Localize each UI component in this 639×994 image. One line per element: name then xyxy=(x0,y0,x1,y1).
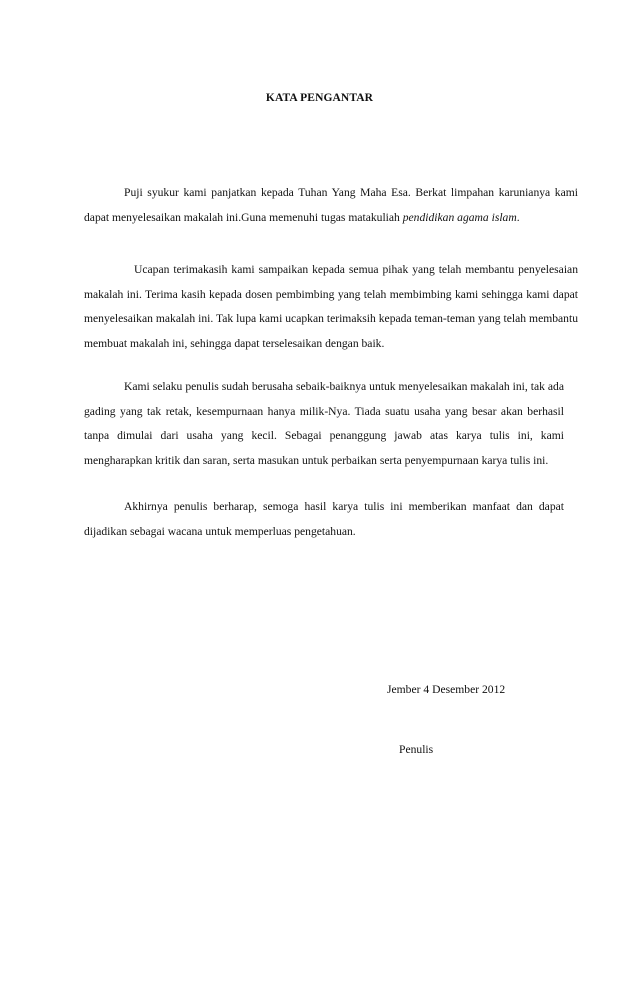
signature-author: Penulis xyxy=(399,743,434,756)
paragraph-1-end: . xyxy=(516,210,520,224)
paragraph-3: Kami selaku penulis sudah berusaha sebaik-baiknya untuk menyelesaikan makalah ini, tak ada gading yang tak retak, kesempurnaan hanya milik-Nya. Tiada suatu usaha yang besar akan berhasil tanpa dimulai dari usaha yang kecil. Sebagai penanggung jawab atas karya tulis ini, kami mengharapkan kritik dan saran, serta masukan untuk perbaikan serta penyempurnaan karya tulis ini. xyxy=(84,380,564,467)
paragraph-1 xyxy=(84,181,578,230)
paragraph-1-text: Puji syukur kami panjatkan kepada Tuhan Yang Maha Esa. Berkat limpahan karunianya kami dapat menyelesaikan makalah ini.Guna memenuhi tugas matakuliah xyxy=(84,186,578,224)
paragraph-1-italic: pendidikan agama islam xyxy=(402,210,517,224)
document-title: KATA PENGANTAR xyxy=(265,92,374,104)
paragraph-4: Akhirnya penulis berharap, semoga hasil karya tulis ini memberikan manfaat dan dapat dijadikan sebagai wacana untuk memperluas pengetahuan. xyxy=(84,500,564,538)
paragraph-2: Ucapan terimakasih kami sampaikan kepada semua pihak yang telah membantu penyelesaian makalah ini. Terima kasih kepada dosen pembimbing yang telah membimbing kami sehingga kami dapat menyelesaikan makalah ini. Tak lupa kami ucapkan terimaksih kepada teman-teman yang telah membantu membuat makalah ini, sehingga dapat terselesaikan dengan baik. xyxy=(84,263,578,350)
signature-place-date: Jember 4 Desember 2012 xyxy=(387,683,506,696)
